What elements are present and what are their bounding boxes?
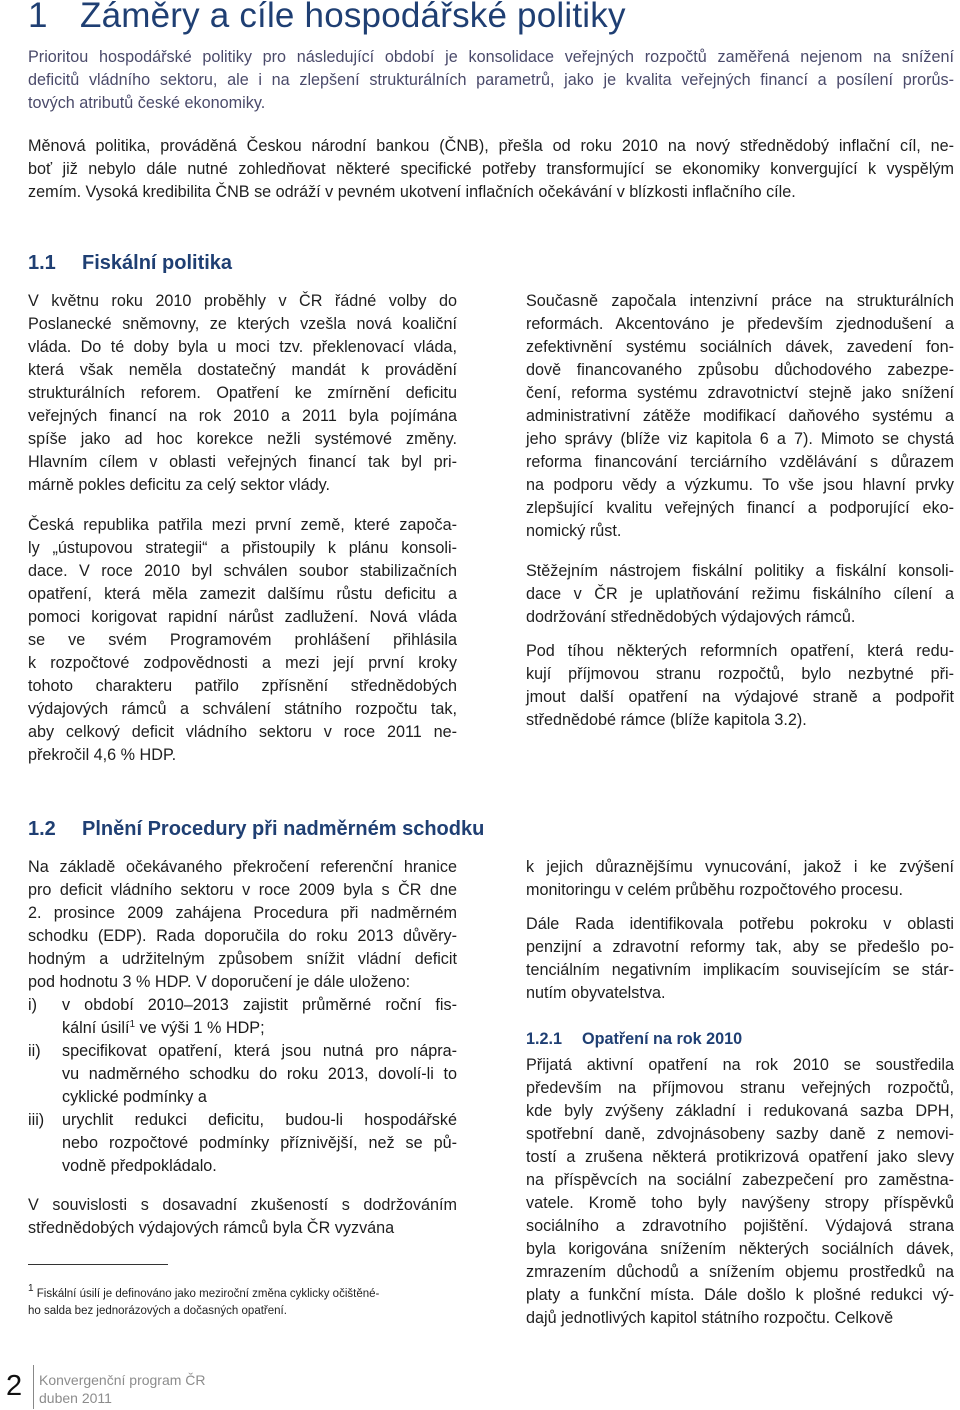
- list-line: cyklické podmínky a: [62, 1088, 207, 1106]
- text-line: překročil 4,6 % HDP.: [28, 746, 177, 764]
- list-text: ve výši 1 % HDP;: [135, 1019, 265, 1037]
- text-line: aby celkový deficit vládního sektoru v roce 2011 ne-: [28, 723, 457, 741]
- text-line: kují příjmovou stranu rozpočtů, bylo nezbytné při-: [526, 665, 954, 683]
- text-line: ly „ústupovou strategii“ a přistoupily k plánu konsoli-: [28, 539, 457, 557]
- text-line: kde byly zvýšeny základní i redukovaná sazba DPH,: [526, 1102, 954, 1120]
- text-line: platy a funkční místa. Dále došlo k plošné redukci vý-: [526, 1286, 954, 1304]
- text-line: Přijatá aktivní opatření na rok 2010 se soustředila: [526, 1056, 954, 1074]
- text-line: nomický růst.: [526, 522, 622, 540]
- text-line: Hlavním cílem v oblasti veřejných financí tak byl pri-: [28, 453, 457, 471]
- text-line: Česká republika patřila mezi první země, které započa-: [28, 516, 457, 534]
- subsection-number: 1.2.1: [526, 1030, 563, 1048]
- section-title: Fiskální politika: [82, 252, 233, 274]
- list-text: kální úsilí: [62, 1019, 130, 1037]
- section-number: 1.2: [28, 818, 56, 840]
- text-line: která však neměla dostatečný mandát k provádění: [28, 361, 457, 379]
- page-number: 2: [6, 1370, 23, 1402]
- text-line: jmout další opatření na výdajové straně a podpořit: [526, 688, 954, 706]
- text-line: především na příjmovou stranu veřejných rozpočtů,: [526, 1079, 954, 1097]
- list-marker: iii): [28, 1111, 45, 1129]
- text-line: monitoringu v celém průběhu rozpočtového procesu.: [526, 881, 904, 899]
- footnote-divider: [28, 1264, 168, 1265]
- text-line: veřejných financí na rok 2010 a 2011 byla pojímána: [28, 407, 457, 425]
- text-line: sociálního a zdravotního pojištění. Výdajová strana: [526, 1217, 954, 1235]
- text-line: Pod tíhou některých reformních opatření, která redu-: [526, 642, 954, 660]
- section-1-1-heading: [28, 252, 232, 275]
- text-line: pod hodnotu 3 % HDP. V doporučení je dále uloženo:: [28, 973, 411, 991]
- text-line: dodržování střednědobých výdajových rámců.: [526, 608, 856, 626]
- text-line: Na základě očekávaného překročení referenční hranice: [28, 858, 457, 876]
- text-line: Poslanecké sněmovny, ze kterých vzešla nová koaliční: [28, 315, 457, 333]
- section-number: 1.1: [28, 252, 56, 274]
- text-line: schodku (EDP). Rada doporučila do roku 2013 důvěry-: [28, 927, 457, 945]
- text-line: V souvislosti s dosavadní zkušeností s dodržováním: [28, 1196, 457, 1214]
- s11-right-paragraph-3: [526, 640, 954, 732]
- text-line: zefektivnění systému sociálních dávek, zavedení fon-: [526, 338, 954, 356]
- text-line: boť již nebylo dále nutné zohledňovat některé specifické potřeby transformující se ekonomiky konvergující k vyspělým: [28, 160, 954, 178]
- text-line: administrativní zátěže modifikací daňového systému a: [526, 407, 954, 425]
- s12-left-paragraph-1: [28, 856, 457, 994]
- list-item: [28, 994, 457, 1040]
- text-line: tostí a zrušena některá protikrizová opatření jako slevy: [526, 1148, 954, 1166]
- text-line: tenciálním negativním implikacím souvisejícím se stár-: [526, 961, 954, 979]
- s11-left-paragraph-2: [28, 514, 457, 767]
- footnote-text: Fiskální úsilí je definováno jako meziroční změna cyklicky očištěné-: [33, 1288, 380, 1300]
- list-line: vu nadměrného schodku do roku 2013, dovolí-li to: [62, 1065, 457, 1083]
- list-line: nebo rozpočtové podmínky příznivější, než se pů-: [62, 1134, 457, 1152]
- text-line: střednědobých výdajových rámců byla ČR vyzvána: [28, 1219, 395, 1237]
- subsection-title: Opatření na rok 2010: [582, 1030, 743, 1048]
- list-item: [28, 1040, 457, 1109]
- text-line: spotřební daně, zdvojnásobeny sazby daně z nemovi-: [526, 1125, 954, 1143]
- footer-title: Konvergenční program ČR: [39, 1372, 206, 1388]
- s121-paragraph: [526, 1054, 954, 1330]
- text-line: tohoto charakteru patřilo zpřísnění střednědobých: [28, 677, 457, 695]
- text-line: reformách. Akcentováno je především zjednodušení a: [526, 315, 954, 333]
- chapter-title: [28, 0, 626, 36]
- text-line: hodným a udržitelným způsobem snížit vládní deficit: [28, 950, 457, 968]
- text-line: penzijní a zdravotní reformy tak, aby se předešlo po-: [526, 938, 954, 956]
- s12-right-paragraph-2: [526, 913, 954, 1005]
- text-line: výdajových rámců a schválení státního rozpočtu tak,: [28, 700, 457, 718]
- footer-divider: [33, 1365, 34, 1409]
- text-line: opatření, která měla zamezit dalšímu růstu deficitu a: [28, 585, 457, 603]
- footnote-ref: 1: [129, 1019, 136, 1030]
- s11-right-paragraph-2: [526, 560, 954, 629]
- text-line: k jejich důraznějšímu vynucování, jakož i ke zvýšení: [526, 858, 954, 876]
- footer: [39, 1371, 206, 1407]
- text-line: dace v ČR je uplatňování režimu fiskálního cílení a: [526, 585, 954, 603]
- text-line: Měnová politika, prováděná Českou národní bankou (ČNB), přešla od roku 2010 na nový střednědobý inflační cíl, ne-: [28, 137, 954, 155]
- list-line: v období 2010–2013 zajistit průměrné roční fis-: [62, 996, 457, 1014]
- list-line: [62, 1017, 457, 1040]
- list-item: [28, 1109, 457, 1178]
- text-line: 2. prosince 2009 zahájena Procedura při nadměrném: [28, 904, 457, 922]
- text-line: čení, reforma systému zdravotnictví stejně jako snížení: [526, 384, 954, 402]
- footnote: [28, 1283, 380, 1320]
- footnote-line: ho salda bez jednorázových a dočasných opatření.: [28, 1305, 287, 1317]
- text-line: vatele. Kromě toho byly navýšeny stropy příspěvků: [526, 1194, 954, 1212]
- footnote-number: 1: [28, 1283, 34, 1294]
- text-line: jeho správy (blíže viz kapitola 6 a 7). Mimoto se chystá: [526, 430, 954, 448]
- text-line: Dále Rada identifikovala potřebu pokroku v oblasti: [526, 915, 954, 933]
- footer-date: duben 2011: [39, 1390, 112, 1406]
- text-line: byla korigována snížením některých sociálních dávek,: [526, 1240, 954, 1258]
- text-line: zmrazením důchodů a snížením objemu prostředků na: [526, 1263, 954, 1281]
- s12-left-paragraph-2: [28, 1194, 457, 1240]
- text-line: dově financovaného způsobu důchodového zabezpe-: [526, 361, 954, 379]
- text-line: reforma financování terciárního vzdělávání s důrazem: [526, 453, 954, 471]
- text-line: střednědobé rámce (blíže kapitola 3.2).: [526, 711, 807, 729]
- text-line: vláda. Do té doby byla u moci tzv. překlenovací vláda,: [28, 338, 457, 356]
- subsection-1-2-1-heading: [526, 1030, 742, 1049]
- text-line: tových atributů české ekonomiky.: [28, 94, 266, 112]
- text-line: Současně započala intenzivní práce na strukturálních: [526, 292, 954, 310]
- s11-right-paragraph-1: [526, 290, 954, 543]
- text-line: deficitů vládního sektoru, ale i na zlepšení strukturálních parametrů, jako je kvalita veřejných financí a posílení prorůs-: [28, 71, 954, 89]
- text-line: dace. V roce 2010 byl schválen soubor stabilizačních: [28, 562, 457, 580]
- text-line: márně pokles deficitu za celý sektor vlády.: [28, 476, 330, 494]
- list-marker: i): [28, 996, 37, 1014]
- chapter-number: 1: [28, 0, 48, 35]
- text-line: zemím. Vysoká kredibilita ČNB se odráží v pevném ukotvení inflačních očekávání v blízkosti inflačního cíle.: [28, 183, 796, 201]
- text-line: nutím obyvatelstva.: [526, 984, 666, 1002]
- section-title: Plnění Procedury při nadměrném schodku: [82, 818, 485, 840]
- monetary-policy-paragraph: [28, 135, 954, 204]
- text-line: V květnu roku 2010 proběhly v ČR řádné volby do: [28, 292, 457, 310]
- list-line: vodně předpokládalo.: [62, 1157, 217, 1175]
- text-line: pro deficit vládního sektoru v roce 2009 byla s ČR dne: [28, 881, 457, 899]
- text-line: pomoci korigovat rapidní nárůst zadlužení. Nová vláda: [28, 608, 457, 626]
- text-line: se ve svém Programovém prohlášení přihlásila: [28, 631, 457, 649]
- text-line: na podporu vědy a výzkumu. To vše jsou hlavní prvky: [526, 476, 954, 494]
- text-line: k rozpočtové zodpovědnosti a mezi její první kroky: [28, 654, 457, 672]
- text-line: spíše jako ad hoc korekce nežli systémové změny.: [28, 430, 457, 448]
- text-line: zlepšující kvalitu veřejných financí a podporující eko-: [526, 499, 954, 517]
- s11-left-paragraph-1: [28, 290, 457, 497]
- recommendation-list: [28, 994, 457, 1184]
- intro-paragraph: [28, 46, 954, 115]
- text-line: dajů jednotlivých kapitol státního rozpočtu. Celkově: [526, 1309, 894, 1327]
- list-line: specifikovat opatření, která jsou nutná pro nápra-: [62, 1042, 457, 1060]
- list-marker: ii): [28, 1042, 41, 1060]
- footnote-line: [28, 1283, 380, 1303]
- text-line: strukturálních reforem. Opatření ke zmírnění deficitu: [28, 384, 457, 402]
- text-line: Stěžejním nástrojem fiskální politiky a fiskální konsoli-: [526, 562, 954, 580]
- section-1-2-heading: [28, 818, 484, 841]
- text-line: na příspěvcích na sociální zabezpečení pro zaměstna-: [526, 1171, 954, 1189]
- list-line: urychlit redukci deficitu, budou-li hospodářské: [62, 1111, 457, 1129]
- s12-right-paragraph-1: [526, 856, 954, 902]
- text-line: Prioritou hospodářské politiky pro následující období je konsolidace veřejných rozpočtů zaměřená nejenom na snížení: [28, 48, 954, 66]
- chapter-title-text: Záměry a cíle hospodářské politiky: [80, 0, 626, 35]
